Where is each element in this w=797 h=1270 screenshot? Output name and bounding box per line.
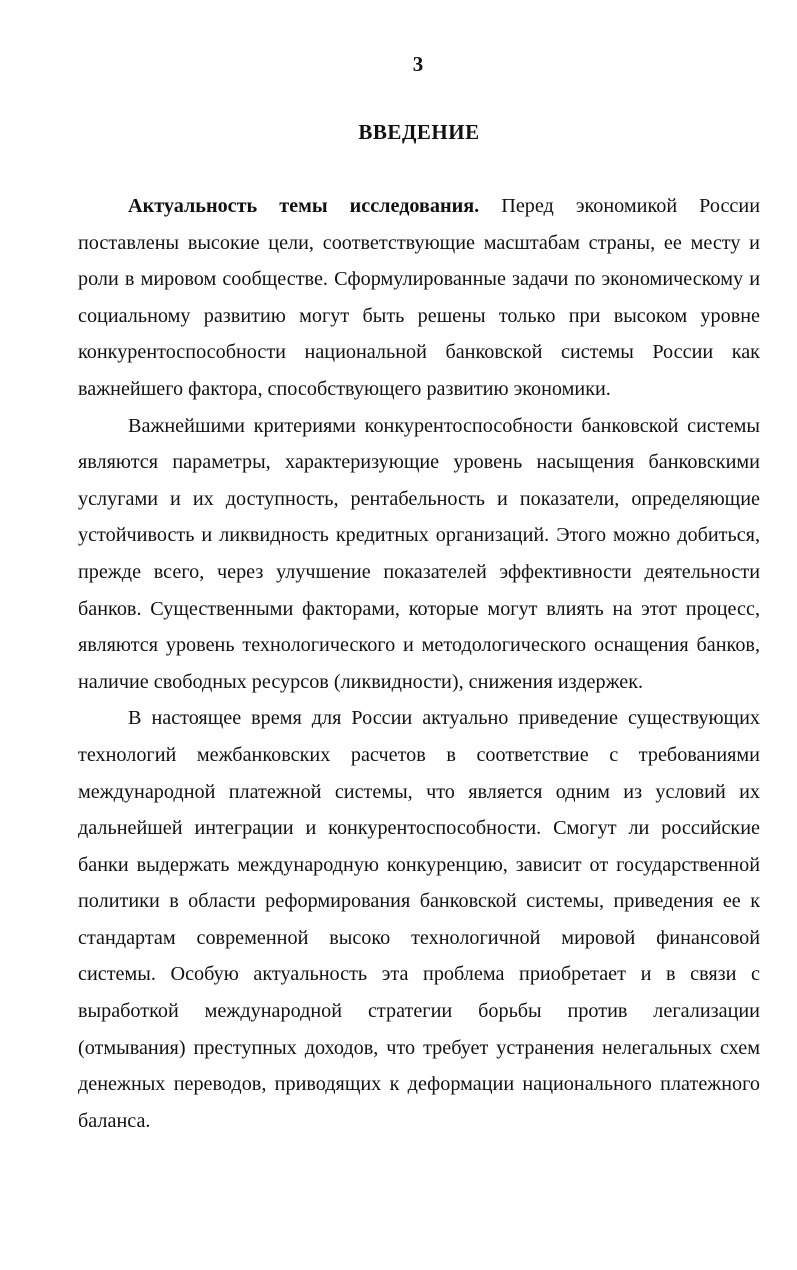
page-number: 3 <box>412 52 424 76</box>
paragraph-text: Перед экономикой России поставлены высокие цели, соответствующие масштабам страны, ее месту и роли в мировом сообществе. Сформулированные задачи по экономическому и социальному развитию могут быть решены только при высоком уровне конкурентоспособности национальной банковской системы России как важнейшего фактора, способствующего развитию экономики. <box>78 195 760 400</box>
section-title: ВВЕДЕНИЕ <box>358 120 480 144</box>
paragraph-current-state: В настоящее время для России актуально приведение существующих технологий межбанковских расчетов в соответствие с требованиями международной платежной системы, что является одним из условий их дальнейшей интеграции и конкурентоспособности. Смогут ли российские банки выдержать международную конкуренцию, зависит от государственной политики в области реформирования банковской системы, приведения ее к стандартам современной высоко технологичной мировой финансовой системы. Особую актуальность эта проблема приобретает и в связи с выработкой международной стратегии борьбы против легализации (отмывания) преступных доходов, что требует устранения нелегальных схем денежных переводов, приводящих к деформации национального платежного баланса. <box>78 707 760 1132</box>
paragraph-criteria: Важнейшими критериями конкурентоспособности банковской системы являются параметры, характеризующие уровень насыщения банковскими услугами и их доступность, рентабельность и показатели, определяющие устойчивость и ликвидность кредитных организаций. Этого можно добиться, прежде всего, через улучшение показателей эффективности деятельности банков. Существенными факторами, которые могут влиять на этот процесс, являются уровень технологического и методологического оснащения банков, наличие свободных ресурсов (ликвидности), снижения издержек. <box>78 414 760 693</box>
paragraph-lead: Актуальность темы исследования. <box>128 195 480 217</box>
paragraph-relevance <box>78 188 760 408</box>
body-text <box>78 188 760 1139</box>
